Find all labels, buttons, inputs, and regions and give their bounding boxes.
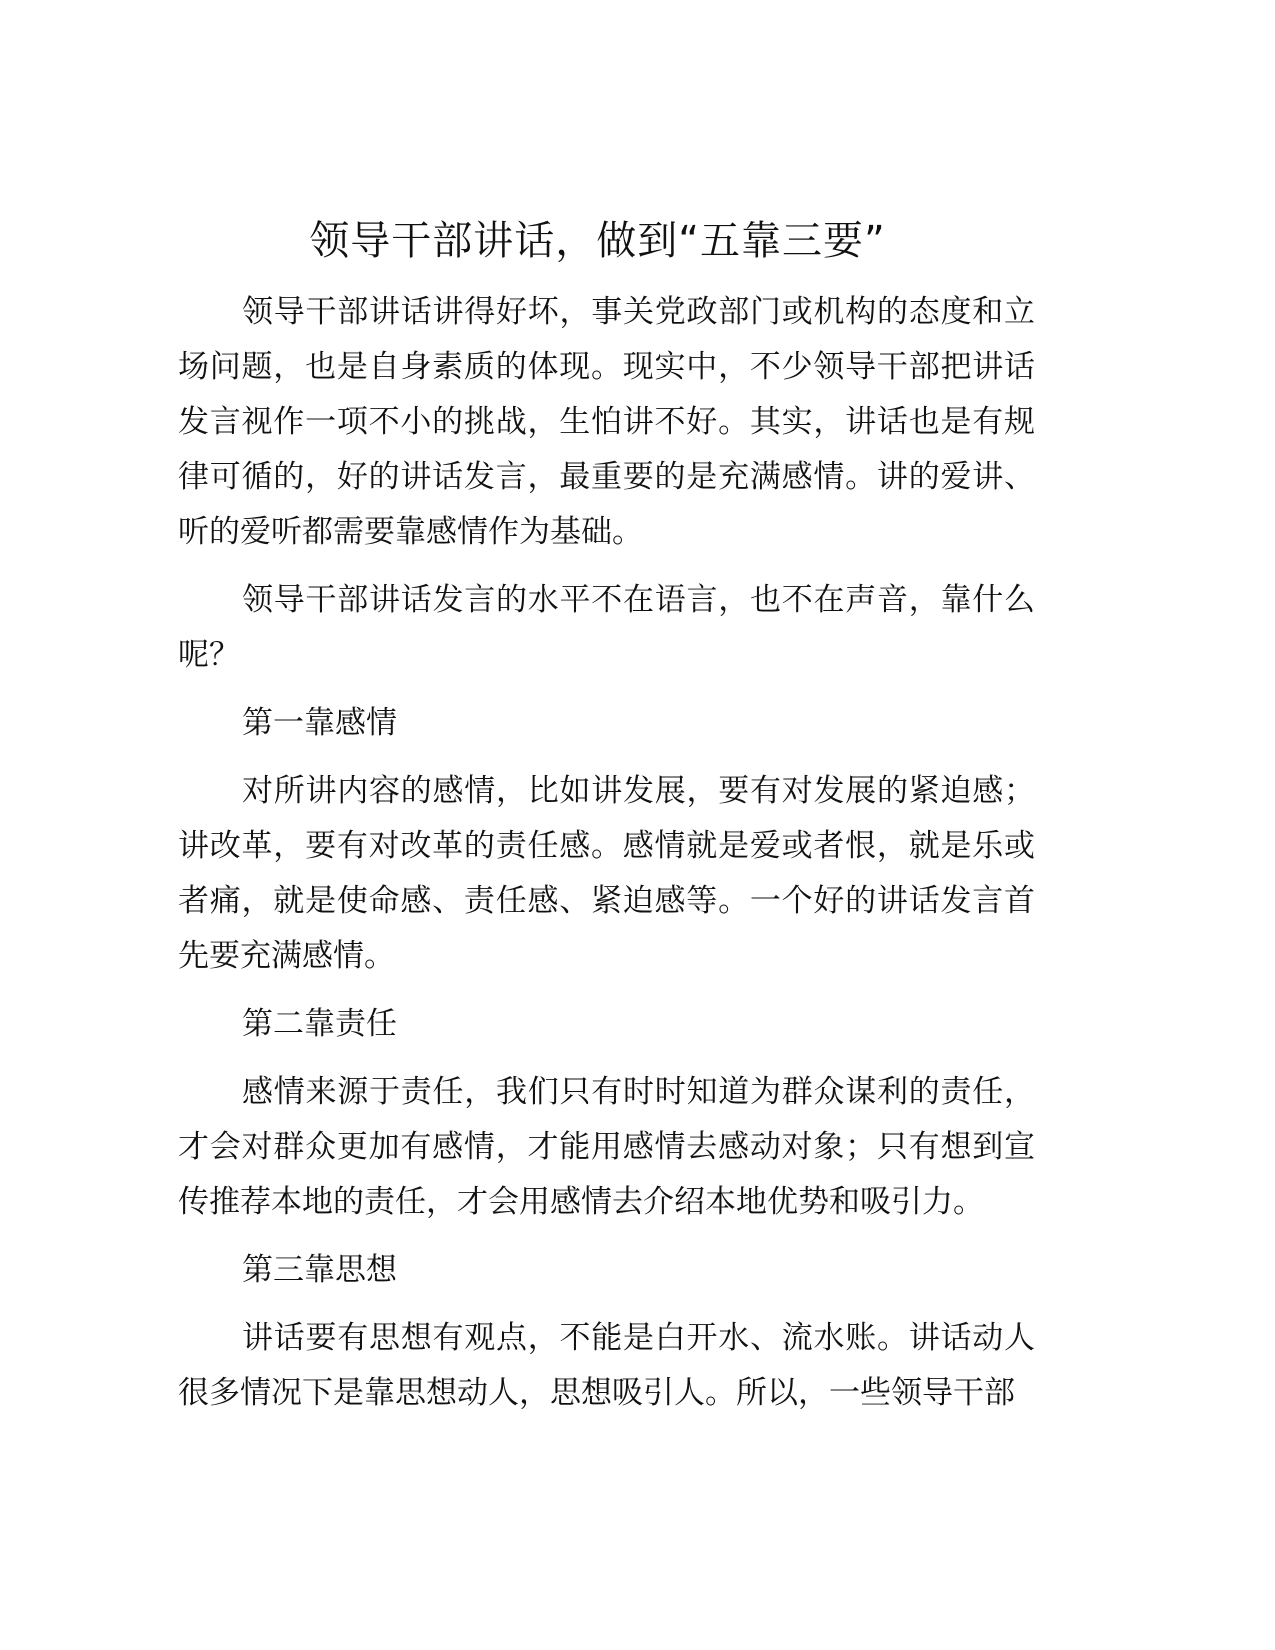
text-line: 领导干部讲话发言的水平不在语言，也不在声音，靠什么 xyxy=(242,582,1035,618)
text-line: 听的爱听都需要靠感情作为基础。 xyxy=(178,514,643,550)
text-line: 讲话要有思想有观点，不能是白开水、流水账。讲话动人 xyxy=(242,1320,1035,1356)
document-title: 领导干部讲话，做到“五靠三要” xyxy=(309,218,886,264)
text-line: 者痛，就是使命感、责任感、紧迫感等。一个好的讲话发言首 xyxy=(178,883,1035,919)
text-line: 呢？ xyxy=(178,637,240,673)
text-line: 第三靠思想 xyxy=(242,1252,397,1288)
text-line: 第二靠责任 xyxy=(242,1006,397,1042)
text-line: 场问题，也是自身素质的体现。现实中，不少领导干部把讲话 xyxy=(178,349,1035,385)
text-line: 律可循的，好的讲话发言，最重要的是充满感情。讲的爱讲、 xyxy=(178,459,1035,495)
text-line: 第一靠感情 xyxy=(242,705,397,741)
text-line: 领导干部讲话讲得好坏，事关党政部门或机构的态度和立 xyxy=(242,294,1035,330)
text-line: 讲改革，要有对改革的责任感。感情就是爱或者恨，就是乐或 xyxy=(178,828,1035,864)
text-line: 发言视作一项不小的挑战，生怕讲不好。其实，讲话也是有规 xyxy=(178,404,1035,440)
text-line: 才会对群众更加有感情，才能用感情去感动对象；只有想到宣 xyxy=(178,1129,1035,1165)
text-line: 感情来源于责任，我们只有时时知道为群众谋利的责任， xyxy=(242,1074,1035,1110)
text-line: 对所讲内容的感情，比如讲发展，要有对发展的紧迫感； xyxy=(242,773,1035,809)
text-line: 传推荐本地的责任，才会用感情去介绍本地优势和吸引力。 xyxy=(178,1184,984,1220)
text-line: 很多情况下是靠思想动人，思想吸引人。所以，一些领导干部 xyxy=(178,1375,1015,1411)
text-line: 先要充满感情。 xyxy=(178,938,395,974)
